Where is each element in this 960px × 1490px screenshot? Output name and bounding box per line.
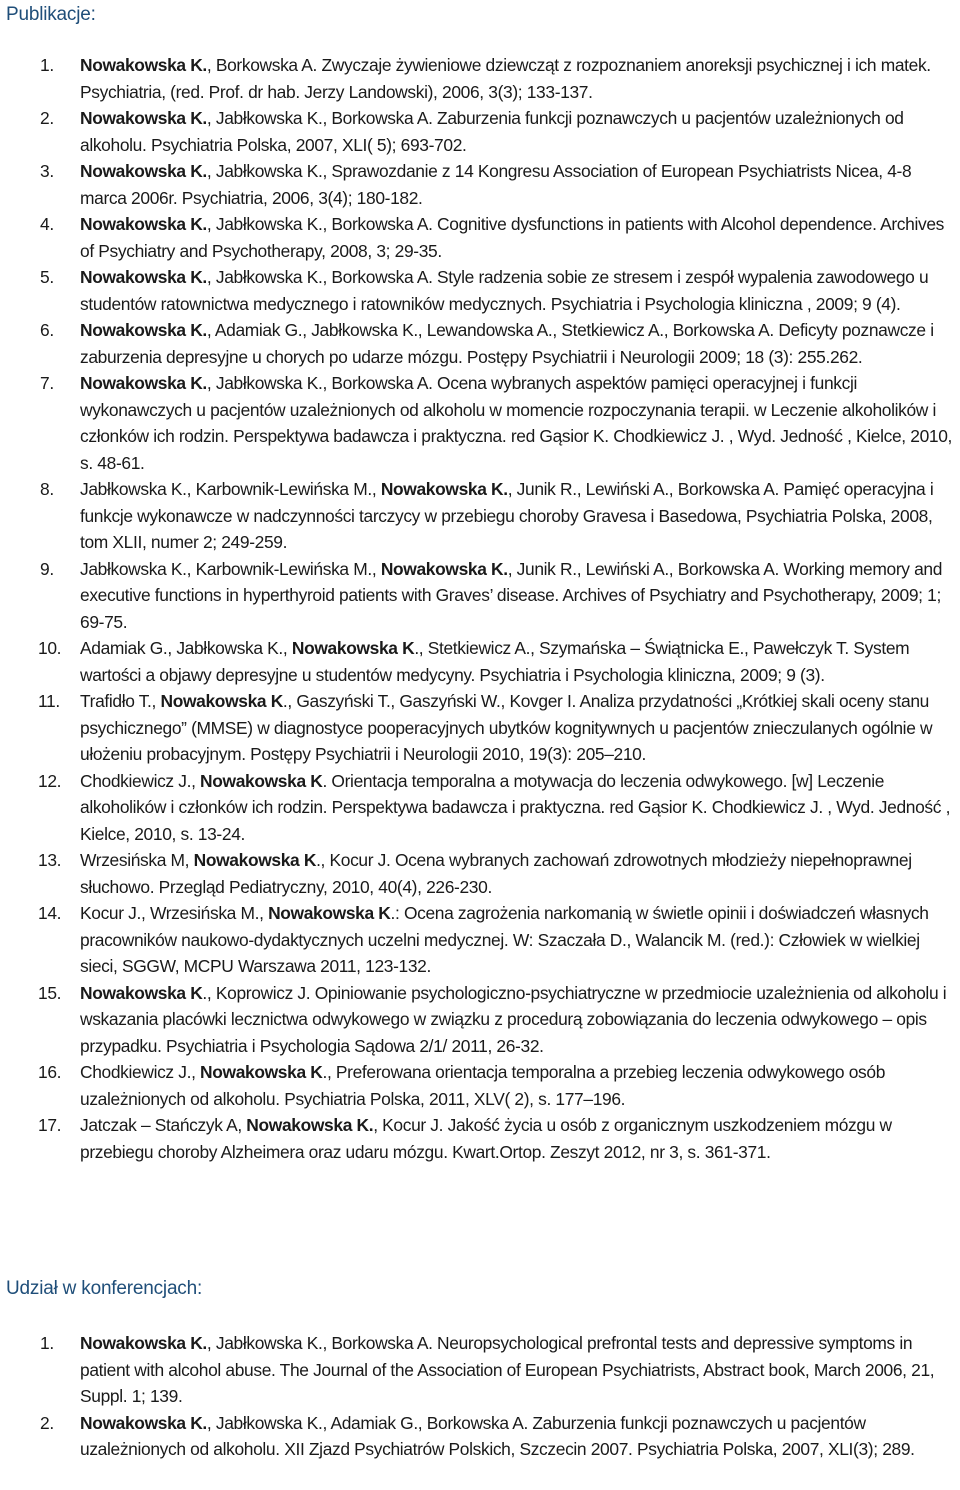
publication-item-number: 4. xyxy=(40,214,54,234)
publication-item-number: 15. xyxy=(38,982,62,1003)
publication-item-number: 17. xyxy=(38,1115,62,1135)
publication-item-text: Chodkiewicz J., xyxy=(80,770,201,791)
publication-item xyxy=(0,900,960,980)
publication-item-text: Trafidło T., xyxy=(80,691,161,711)
publication-item-text: , Adamiak G., Jabłkowska K., Lewandowska A., Stetkiewicz A., Borkowska A. Deficyty poznawcze i zaburzenia depresyjne u chorych po udarze mózgu. Postępy Psychiatrii i Neurologii 2009; 18 (3): 255.262. xyxy=(80,320,934,367)
publication-item xyxy=(0,980,960,1060)
conference-item xyxy=(0,1330,960,1410)
publication-item-text: , Jabłkowska K., Sprawozdanie z 14 Kongresu Association of European Psychiatrists Nicea, 4-8 marca 2006r. Psychiatria, 2006, 3(4); 180-182. xyxy=(80,161,912,208)
publication-item-number: 10. xyxy=(38,638,62,658)
author-highlight: Nowakowska K. xyxy=(80,161,207,181)
publication-item-text: . Orientacja temporalna a motywacja do leczenia odwykowego. [w] Leczenie alkoholików i członków ich rodzin. Perspektywa badawcza i praktyczna. red Gąsior K. Chodkiewicz J. , Wyd. Jedność , Kielce, 2010, s. 13-24. xyxy=(80,770,951,844)
publication-item-number: 7. xyxy=(40,373,54,393)
publication-item-text: ., Stetkiewicz A., Szymańska – Świątnicka E., Pawełczyk T. System wartości a objawy depresyjne u studentów medycyny. Psychiatria i Psychologia kliniczna, 2009; 9 (3). xyxy=(80,638,910,685)
author-highlight: Nowakowska K. xyxy=(80,320,207,340)
publications-heading: Publikacje: xyxy=(6,4,96,25)
publication-item-text: , Borkowska A. Zwyczaje żywieniowe dziewcząt z rozpoznaniem anoreksji psychicznej i ich matek. Psychiatria, (red. Prof. dr hab. Jerzy Landowski), 2006, 3(3); 133-137. xyxy=(80,55,931,102)
author-highlight: Nowakowska K xyxy=(291,638,415,658)
author-highlight: Nowakowska K. xyxy=(80,373,207,393)
author-highlight: Nowakowska K xyxy=(268,903,391,923)
publication-item-text: , Junik R., Lewiński A., Borkowska A. Pamięć operacyjna i funkcje wykonawcze w nadczynności tarczycy w przebiegu choroby Gravesa i Basedowa, Psychiatria Polska, 2008, tom XLII, numer 2; 249-259. xyxy=(80,479,934,552)
publication-item xyxy=(0,768,960,848)
publication-item-text: , Jabłkowska K., Borkowska A. Zaburzenia funkcji poznawczych u pacjentów uzależnionych od alkoholu. Psychiatria Polska, 2007, XLI( 5); 693-702. xyxy=(80,108,904,155)
author-highlight: Nowakowska K. xyxy=(246,1115,374,1135)
publication-item-text: , Jabłkowska K., Borkowska A. Style radzenia sobie ze stresem i zespół wypalenia zawodowego u studentów ratownictwa medycznego i ratowników medycznych. Psychiatria i Psychologia kliniczna , 2009; 9 (4). xyxy=(80,267,929,314)
publication-item xyxy=(0,211,960,264)
author-highlight: Nowakowska K. xyxy=(80,1333,207,1353)
publication-item xyxy=(0,556,960,636)
publication-item-text: , Jabłkowska K., Borkowska A. Cognitive dysfunctions in patients with Alcohol dependence. Archives of Psychiatry and Psychotherapy, 2008, 3; 29-35. xyxy=(80,214,944,261)
author-highlight: Nowakowska K xyxy=(80,982,203,1003)
author-highlight: Nowakowska K. xyxy=(380,479,508,499)
publication-item-text: ., Kocur J. Ocena wybranych zachowań zdrowotnych młodzieży niepełnoprawnej słuchowo. Przegląd Pediatryczny, 2010, 40(4), 226-230. xyxy=(80,850,912,897)
publication-item xyxy=(0,264,960,317)
conferences-heading: Udział w konferencjach: xyxy=(6,1278,203,1299)
publication-item xyxy=(0,1112,960,1165)
author-highlight: Nowakowska K xyxy=(193,850,317,870)
publication-item xyxy=(0,105,960,158)
publication-item-text: Jabłkowska K., Karbownik-Lewińska M., xyxy=(80,479,381,499)
publication-item-number: 5. xyxy=(40,267,54,287)
publication-item xyxy=(0,476,960,556)
publication-item-text: ., Gaszyński T., Gaszyński W., Kovger I. Analiza przydatności „Krótkiej skali oceny stanu psychicznego” (MMSE) w diagnostyce pooperacyjnych ubytków kognitywnych u pacjentów znieczulanych ogólnie w ułożeniu probacyjnym. Postępy Psychiatrii i Neurologii 2010, 19(3): 205–210. xyxy=(80,691,933,764)
conference-item-number: 1. xyxy=(40,1333,54,1353)
author-highlight: Nowakowska K xyxy=(200,1062,323,1082)
publication-item-text: Jatczak – Stańczyk A, xyxy=(80,1115,247,1135)
publication-item-text: , Kocur J. Jakość życia u osób z organicznym uszkodzeniem mózgu w przebiegu choroby Alzheimera oraz udaru mózgu. Kwart.Ortop. Zeszyt 2012, nr 3, s. 361-371. xyxy=(80,1115,892,1162)
author-highlight: Nowakowska K xyxy=(160,691,283,711)
conference-item-number: 2. xyxy=(40,1412,54,1433)
publication-item-number: 1. xyxy=(40,55,54,75)
publication-item xyxy=(0,52,960,105)
publication-item-text: Jabłkowska K., Karbownik-Lewińska M., xyxy=(80,558,381,579)
publication-item-text: .: Ocena zagrożenia narkomanią w świetle opinii i doświadczeń własnych pracowników naukowo-dydaktycznych uczelni medycznej. W: Szaczała D., Walancik M. (red.): Człowiek w wielkiej sieci, SGGW, MCPU Warszawa 2011, 123-132. xyxy=(80,903,929,976)
publication-item xyxy=(0,317,960,370)
publication-item-number: 16. xyxy=(38,1062,62,1082)
publications-list xyxy=(0,52,960,1165)
publication-item-number: 2. xyxy=(40,108,54,128)
publication-item-text: , Junik R., Lewiński A., Borkowska A. Working memory and executive functions in hyperthyroid patients with Graves’ disease. Archives of Psychiatry and Psychotherapy, 2009; 1; 69-75. xyxy=(80,558,943,632)
publication-item xyxy=(0,370,960,476)
author-highlight: Nowakowska K. xyxy=(80,108,207,128)
publication-item-number: 12. xyxy=(38,770,62,791)
conference-item-text: , Jabłkowska K., Borkowska A. Neuropsychological prefrontal tests and depressive symptoms in patient with alcohol abuse. The Journal of the Association of European Psychiatrists, Abstract book, March 2006, 21, Suppl. 1; 139. xyxy=(80,1333,935,1406)
publication-item xyxy=(0,688,960,768)
publication-item xyxy=(0,158,960,211)
publication-item-text: , Jabłkowska K., Borkowska A. Ocena wybranych aspektów pamięci operacyjnej i funkcji wykonawczych u pacjentów uzależnionych od alkoholu w momencie rozpoczynania terapii. w Leczenie alkoholików i członków ich rodzin. Perspektywa badawcza i praktyczna. red Gąsior K. Chodkiewicz J. , Wyd. Jedność , Kielce, 2010, s. 48-61. xyxy=(80,373,953,473)
publication-item-text: Adamiak G., Jabłkowska K., xyxy=(80,638,292,658)
author-highlight: Nowakowska K. xyxy=(80,1412,207,1433)
author-highlight: Nowakowska K. xyxy=(380,558,508,579)
conferences-list xyxy=(0,1330,960,1463)
conference-item xyxy=(0,1410,960,1463)
publication-item xyxy=(0,635,960,688)
author-highlight: Nowakowska K. xyxy=(80,267,207,287)
publication-item-number: 8. xyxy=(40,479,54,499)
publication-item-number: 11. xyxy=(38,691,60,711)
author-highlight: Nowakowska K. xyxy=(80,55,207,75)
conference-item-text: , Jabłkowska K., Adamiak G., Borkowska A. Zaburzenia funkcji poznawczych u pacjentów uzależnionych od alkoholu. XII Zjazd Psychiatrów Polskich, Szczecin 2007. Psychiatria Polska, 2007, XLI(3); 289. xyxy=(80,1412,915,1459)
publication-item-text: ., Koprowicz J. Opiniowanie psychologiczno-psychiatryczne w przedmiocie uzależnienia od alkoholu i wskazania placówki lecznictwa odwykowego w związku z procedurą zobowiązania do leczenia odwykowego – opis przypadku. Psychiatria i Psychologia Sądowa 2/1/ 2011, 26-32. xyxy=(80,982,947,1056)
publication-item-number: 14. xyxy=(38,903,62,923)
publication-item-number: 6. xyxy=(40,320,54,340)
publication-item-text: Kocur J., Wrzesińska M., xyxy=(80,903,269,923)
publication-item xyxy=(0,847,960,900)
publication-item xyxy=(0,1059,960,1112)
publication-item-text: Wrzesińska M, xyxy=(80,850,194,870)
publication-item-number: 13. xyxy=(38,850,62,870)
author-highlight: Nowakowska K. xyxy=(80,214,207,234)
publication-item-number: 9. xyxy=(40,558,54,579)
author-highlight: Nowakowska K xyxy=(200,770,323,791)
publication-item-text: ., Preferowana orientacja temporalna a przebieg leczenia odwykowego osób uzależnionych od alkoholu. Psychiatria Polska, 2011, XLV( 2), s. 177–196. xyxy=(80,1062,886,1109)
publication-item-number: 3. xyxy=(40,161,54,181)
publication-item-text: Chodkiewicz J., xyxy=(80,1062,201,1082)
